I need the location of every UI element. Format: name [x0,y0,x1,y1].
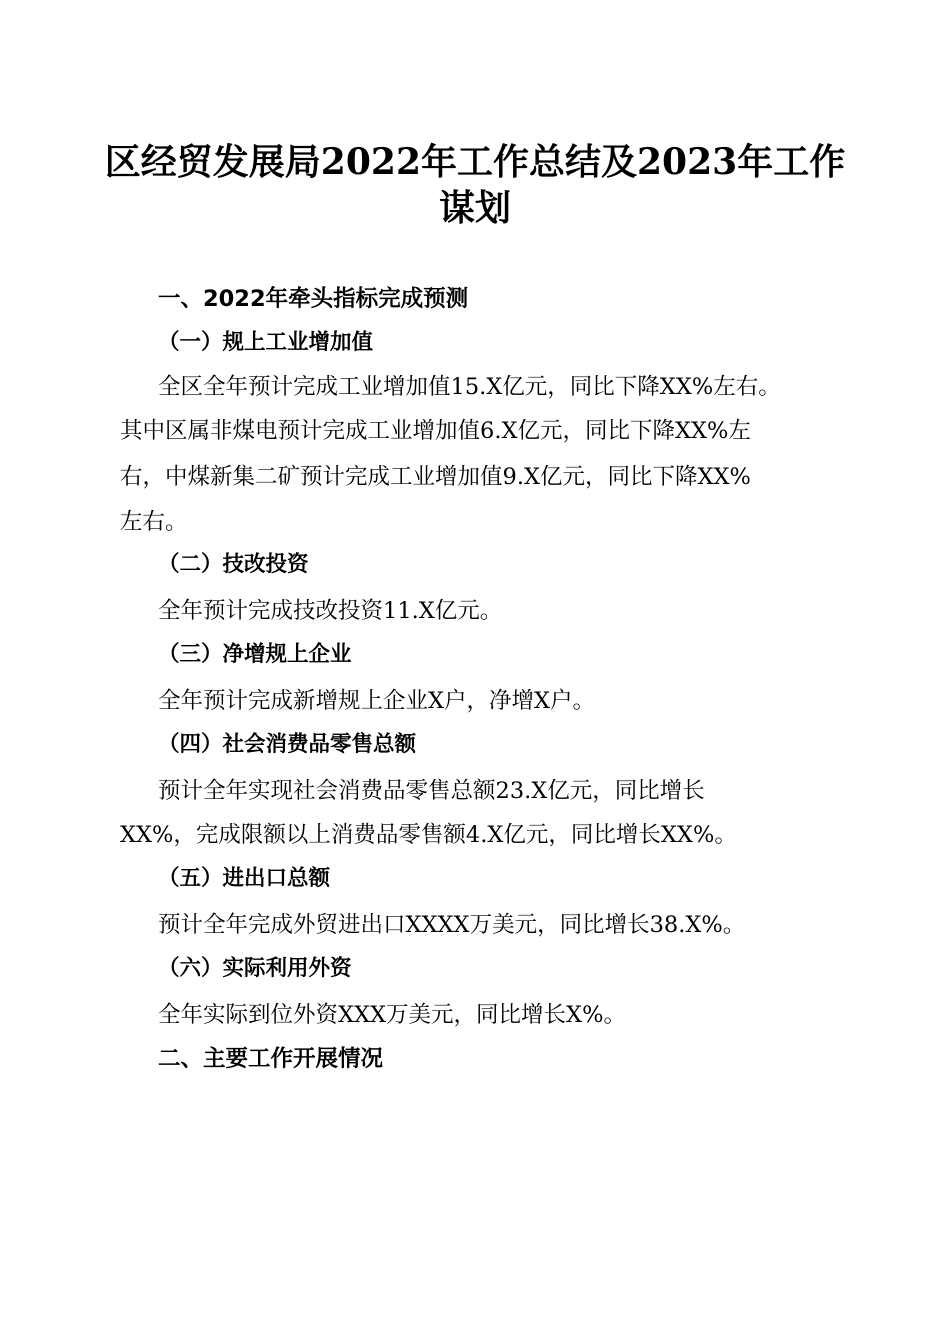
paragraph-line: 全区全年预计完成工业增加值15.X亿元，同比下降XX%左右。 [158,374,781,400]
subsection-2-heading: （二）技改投资 [158,552,309,577]
section-2-heading: 二、主要工作开展情况 [158,1046,384,1072]
section-1-heading: 一、2022年牵头指标完成预测 [158,286,469,312]
subsection-4-heading: （四）社会消费品零售总额 [158,732,417,757]
paragraph-line: 其中区属非煤电预计完成工业增加值6.X亿元，同比下降XX%左 [120,418,751,444]
subsection-5-heading: （五）进出口总额 [158,866,331,891]
subsection-6-heading: （六）实际利用外资 [158,956,352,981]
document-title-line-2: 谋划 [438,187,511,229]
paragraph-line: 右，中煤新集二矿预计完成工业增加值9.X亿元，同比下降XX% [120,464,751,490]
paragraph-line: 全年预计完成新增规上企业X户，净增X户。 [158,688,596,714]
document-title-line-1: 区经贸发展局2022年工作总结及2023年工作 [104,141,846,183]
paragraph-line: XX%，完成限额以上消费品零售额4.X亿元，同比增长XX%。 [120,822,737,848]
paragraph-line: 全年实际到位外资XXX万美元，同比增长X%。 [158,1002,626,1028]
paragraph-line: 全年预计完成技改投资11.X亿元。 [158,598,503,624]
subsection-3-heading: （三）净增规上企业 [158,642,352,667]
paragraph-line: 预计全年完成外贸进出口XXXX万美元，同比增长38.X%。 [158,912,746,938]
paragraph-line: 左右。 [120,509,188,535]
paragraph-line: 预计全年实现社会消费品零售总额23.X亿元，同比增长 [158,778,705,804]
subsection-1-heading: （一）规上工业增加值 [158,330,374,355]
